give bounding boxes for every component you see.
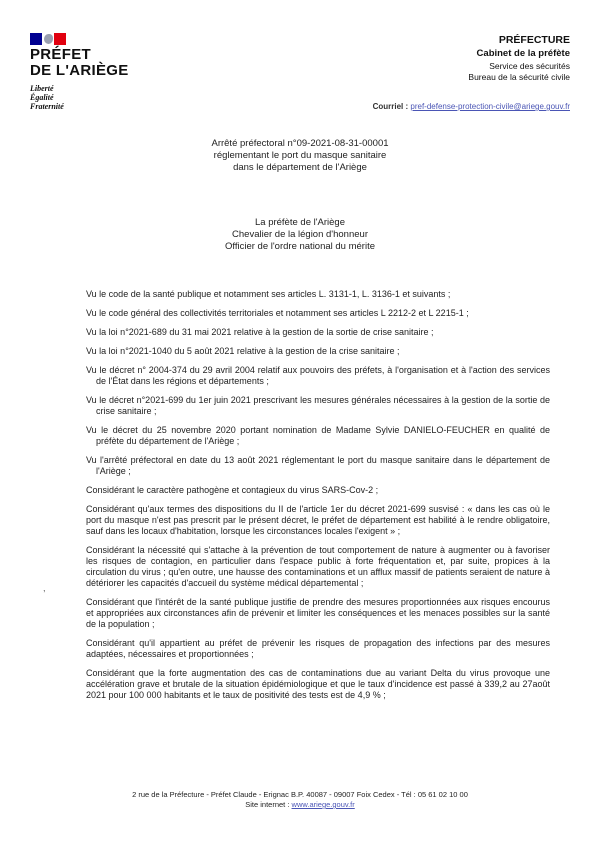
arrete-body bbox=[86, 289, 550, 701]
considerant-prevention: Considérant la nécessité qui s'attache à la prévention de tout comportement de nature à augmenter ou à favoriser les risques de contagion, en particulier dans l'espace public à forte fréquentation et, par suite, propices à la circulation du virus ; qu'en outre, une hausse des contaminations et un afflux massif de patients seraient de nature à détériorer les capacités d'accueil du système médical départemental ; bbox=[86, 545, 550, 588]
considerant-prefet: Considérant qu'il appartient au préfet de prévenir les risques de propagation des infections par des mesures adaptées, nécessaires et proportionnées ; bbox=[86, 638, 550, 659]
authority-line-3: Officier de l'ordre national du mérite bbox=[224, 241, 376, 252]
vu-arrete-13-aout: Vu l'arrêté préfectoral en date du 13 août 2021 réglementant le port du masque sanitaire dans le département de l'Ariège ; bbox=[86, 455, 550, 476]
considerant-pathogene: Considérant le caractère pathogène et contagieux du virus SARS-Cov-2 ; bbox=[86, 485, 379, 495]
issuer-block bbox=[468, 33, 570, 83]
vu-loi-2021-1040: Vu la loi n°2021-1040 du 5 août 2021 relative à la gestion de la crise sanitaire ; bbox=[86, 346, 400, 356]
motto-fraternite: Fraternité bbox=[30, 102, 64, 111]
considerant-variant-delta: Considérant que la forte augmentation des cas de contaminations due au variant Delta du virus provoque une accélération grave et brutale de la situation épidémiologique et que le taux d'incidence est passé à 339,2 au 27août 2021 pour 100 000 habitants et le taux de positivité des tests est de 4,9 % ; bbox=[86, 668, 550, 700]
footer-address: 2 rue de la Préfecture - Préfet Claude - Erignac B.P. 40087 - 09007 Foix Cedex - Tél : 05 61 02 10 00 bbox=[132, 790, 468, 799]
authority-block bbox=[0, 217, 600, 253]
vu-loi-2021-689: Vu la loi n°2021-689 du 31 mai 2021 relative à la gestion de la sortie de crise sanitaire ; bbox=[86, 327, 434, 337]
republic-motto bbox=[30, 84, 64, 111]
stray-mark: , bbox=[43, 583, 46, 593]
prefet-logo-text bbox=[30, 47, 129, 79]
vu-decret-nomination: Vu le décret du 25 novembre 2020 portant nomination de Madame Sylvie DANIELO-FEUCHER en qualité de préfète du département de l'Ariège ; bbox=[86, 425, 550, 446]
prefecture-heading: PRÉFECTURE bbox=[498, 34, 570, 46]
footer-site-line bbox=[0, 800, 600, 810]
title-line-1: Arrêté préfectoral n°09-2021-08-31-00001 bbox=[211, 138, 389, 149]
vu-decret-2004-374: Vu le décret n° 2004-374 du 29 avril 2004 relatif aux pouvoirs des préfets, à l'organisation et à l'action des services de l'État dans les régions et départements ; bbox=[86, 365, 550, 386]
marianne-logo bbox=[30, 33, 66, 45]
courriel-email-link[interactable]: pref-defense-protection-civile@ariege.gouv.fr bbox=[410, 102, 570, 111]
vu-code-collectivites: Vu le code général des collectivités territoriales et notamment ses articles L 2212-2 et L 2215-1 ; bbox=[86, 308, 469, 318]
footer-site-label: Site internet : bbox=[245, 800, 290, 809]
motto-egalite: Égalité bbox=[30, 93, 54, 102]
title-line-3: dans le département de l'Ariège bbox=[233, 162, 367, 173]
authority-line-2: Chevalier de la légion d'honneur bbox=[232, 229, 368, 240]
service-line: Service des sécurités bbox=[489, 61, 570, 71]
authority-line-1: La préfète de l'Ariège bbox=[254, 217, 345, 228]
courriel-line bbox=[373, 102, 570, 111]
considerant-article-1: Considérant qu'aux termes des dispositions du II de l'article 1er du décret 2021-699 susvisé : « dans les cas où le port du masque n'est pas prescrit par le présent décret, le préfet de département est habilité à le rendre obligatoire, sauf dans les locaux d'habitation, lorsque les circonstances locales l'exigent » ; bbox=[86, 504, 550, 536]
cabinet-heading: Cabinet de la préfète bbox=[476, 48, 570, 59]
motto-liberte: Liberté bbox=[30, 84, 54, 93]
flag-red-band bbox=[54, 33, 66, 45]
flag-blue-band bbox=[30, 33, 42, 45]
vu-code-sante-publique: Vu le code de la santé publique et notamment ses articles L. 3131-1, L. 3136-1 et suivants ; bbox=[86, 289, 451, 299]
considerant-sante-publique: Considérant que l'intérêt de la santé publique justifie de prendre des mesures proportionnées aux risques encourus et appropriées aux circonstances afin de prévenir et limiter les conséquences et les menaces possibles sur la santé de la population ; bbox=[86, 597, 550, 629]
page-footer bbox=[0, 790, 600, 810]
courriel-label: Courriel : bbox=[372, 102, 409, 111]
bureau-line: Bureau de la sécurité civile bbox=[468, 72, 570, 82]
title-line-2: réglementant le port du masque sanitaire bbox=[213, 150, 387, 161]
logo-line-1: PRÉFET bbox=[30, 46, 91, 63]
footer-site-link[interactable]: www.ariege.gouv.fr bbox=[291, 800, 355, 809]
logo-line-2: DE L'ARIÈGE bbox=[30, 62, 129, 79]
arrete-title bbox=[0, 138, 600, 174]
flag-white-band bbox=[42, 33, 54, 45]
vu-decret-2021-699: Vu le décret n°2021-699 du 1er juin 2021 prescrivant les mesures générales nécessaires à la gestion de la sortie de crise sanitaire ; bbox=[86, 395, 550, 416]
